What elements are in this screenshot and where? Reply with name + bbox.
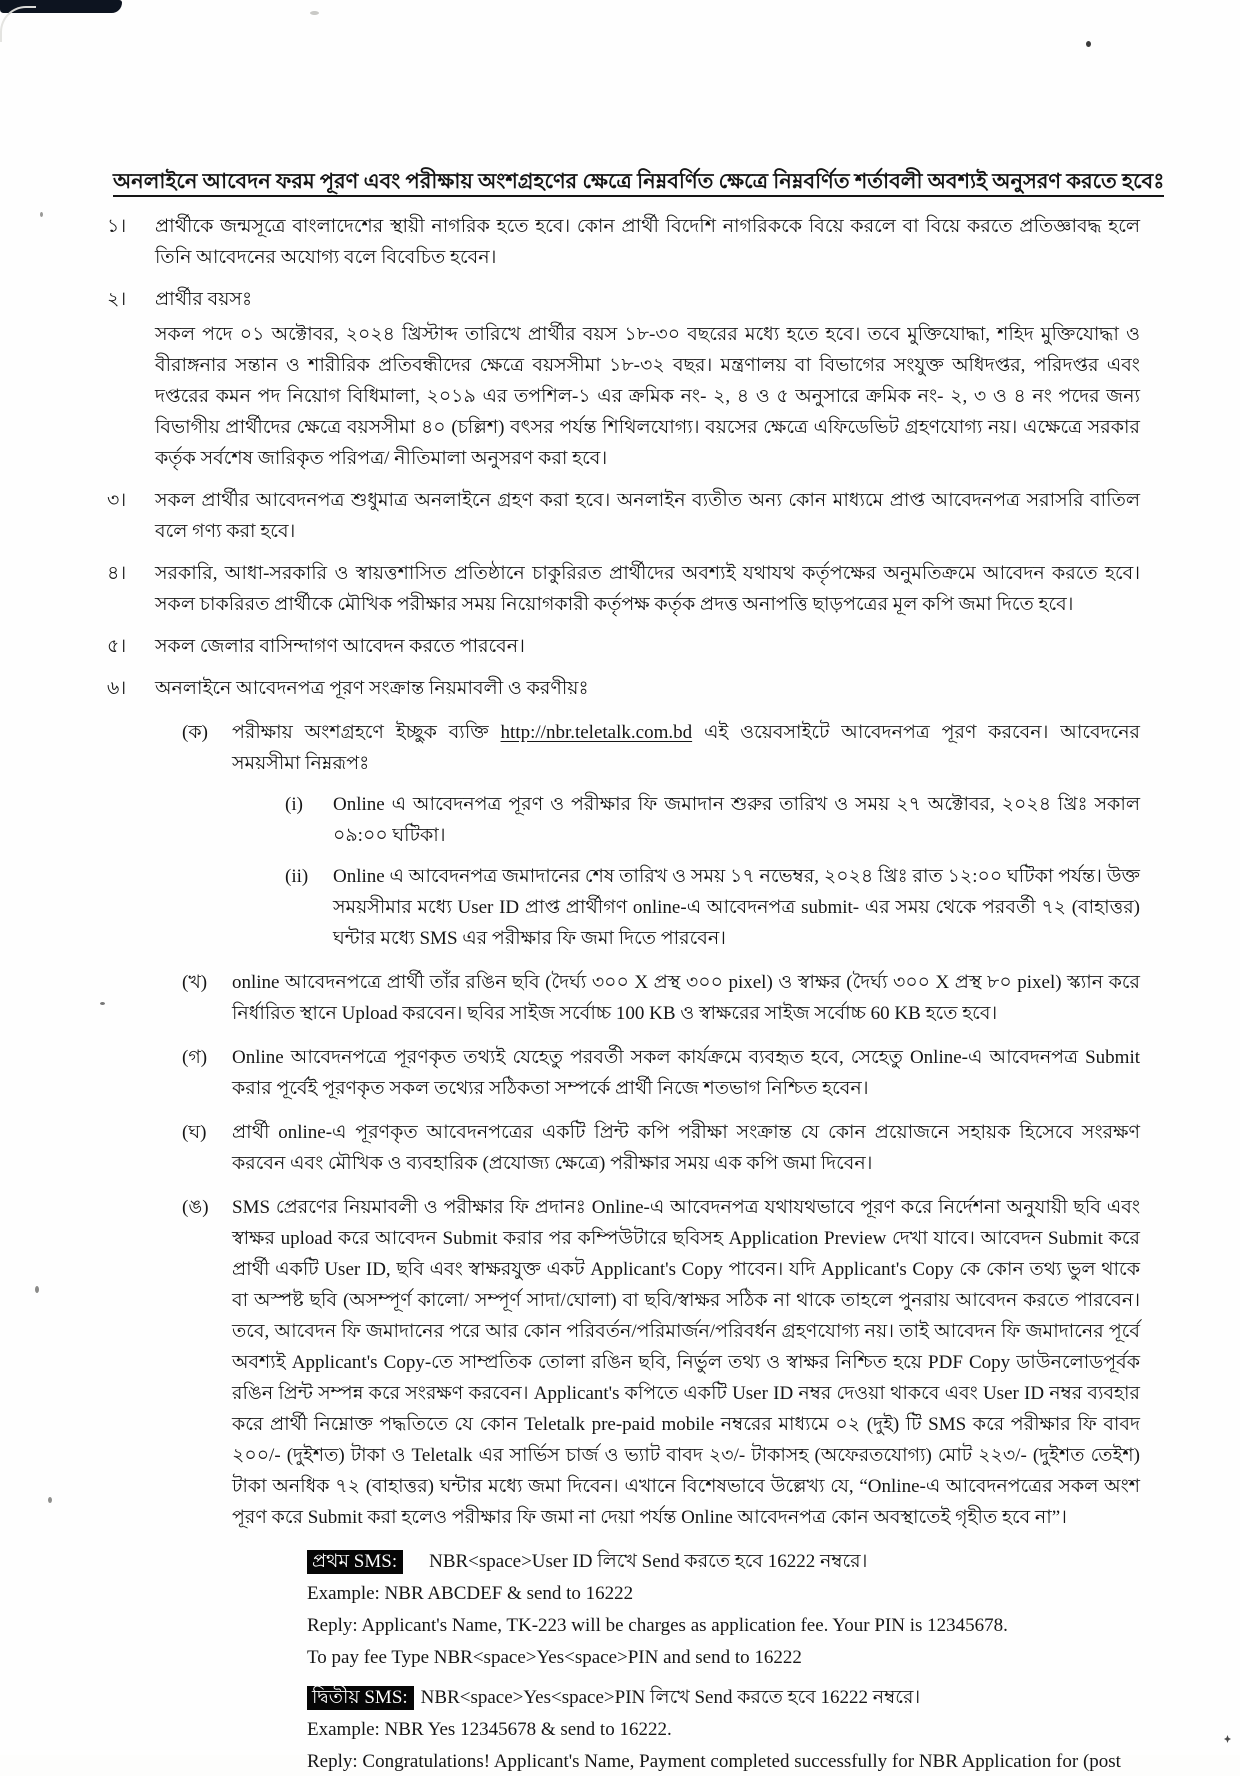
item-text: প্রার্থীকে জন্মসূত্রে বাংলাদেশের স্থায়ী নাগরিক হতে হবে। কোন প্রার্থী বিদেশি নাগরিককে বিয়ে করলে বা বিয়ে করতে প্রতিজ্ঞাবদ্ধ হলে তিনি আবেদনের অযোগ্য বলে বিবেচিত হবেন। (155, 216, 1140, 268)
sub-item-label: (ঙ) (182, 1197, 209, 1218)
application-url-link[interactable]: http://nbr.teletalk.com.bd (500, 722, 693, 743)
list-item-5 (107, 631, 1140, 662)
item-text: সকল জেলার বাসিন্দাগণ আবেদন করতে পারবেন। (155, 636, 525, 657)
document-heading (113, 166, 1165, 197)
list-item-6 (107, 673, 1140, 704)
second-sms-line (307, 1684, 1140, 1712)
second-sms-text: NBR<space>Yes<space>PIN লিখে Send করতে হবে 16222 নম্বরে। (420, 1687, 921, 1708)
item-title: প্রার্থীর বয়সঃ (155, 289, 253, 310)
first-sms-example: Example: NBR ABCDEF & send to 16222 (307, 1583, 634, 1604)
sub-item-text: Online আবেদনপত্রে পূরণকৃত তথ্যই যেহেতু পরবর্তী সকল কার্যক্রমে ব্যবহৃত হবে, সেহেতু Online-এ আবেদনপত্র Submit করার পূর্বেই পূরণকৃত সকল তথ্যের সঠিকতা সম্পর্কে প্রার্থী নিজে শতভাগ নিশ্চিত হবেন। (232, 1047, 1140, 1099)
scan-speck (100, 1002, 105, 1005)
item-number: ৬। (107, 678, 127, 699)
first-sms-reply: Reply: Applicant's Name, TK-223 will be charges as application fee. Your PIN is 12345678. (307, 1615, 1008, 1636)
roman-item-text: Online এ আবেদনপত্র পূরণ ও পরীক্ষার ফি জমাদান শুরুর তারিখ ও সময় ২৭ অক্টোবর, ২০২৪ খ্রিঃ সকাল ০৯:০০ ঘটিকা। (333, 794, 1140, 846)
first-sms-text: NBR<space>User ID লিখে Send করতে হবে 16222 নম্বরে। (429, 1551, 868, 1572)
roman-item-label: (i) (285, 794, 303, 815)
text-after-link: এই ওয়েবসাইটে আবেদনপত্র পূরণ করবেন। আবেদনের সময়সীমা নিম্নরূপঃ (232, 722, 1140, 774)
list-item-3 (107, 485, 1140, 547)
document-body (107, 166, 1165, 1776)
sub-item-label: (খ) (182, 972, 208, 993)
second-sms-example: Example: NBR Yes 12345678 & send to 16222. (307, 1719, 672, 1740)
list-item-1 (107, 211, 1140, 273)
item-paragraph: সকল পদে ০১ অক্টোবর, ২০২৪ খ্রিস্টাব্দ তারিখে প্রার্থীর বয়স ১৮-৩০ বছরের মধ্যে হতে হবে। তবে মুক্তিযোদ্ধা, শহিদ মুক্তিযোদ্ধা ও বীরাঙ্গনার সন্তান ও শারীরিক প্রতিবন্ধীদের ক্ষেত্রে বয়সসীমা ১৮-৩২ বছর। মন্ত্রণালয় বা বিভাগের সংযুক্ত অধিদপ্তর, পরিদপ্তর এবং দপ্তরের কমন পদ নিয়োগ বিধিমালা, ২০১৯ এর তপশিল-১ এর ক্রমিক নং- ২, ৪ ও ৫ অনুসারে ক্রমিক নং- ২, ৩ ও ৪ নং পদের জন্য বিভাগীয় প্রার্থীদের ক্ষেত্রে বয়সসীমা ৪০ (চল্লিশ) বৎসর পর্যন্ত শিথিলযোগ্য। বয়সের ক্ষেত্রে এফিডেভিট গ্রহণযোগ্য নয়। এক্ষেত্রে সরকার কর্তৃক সর্বশেষ জারিকৃত পরিপত্র/ নীতিমালা অনুসরণ করা হবে। (155, 324, 1140, 469)
item-number: ১। (107, 216, 127, 237)
item-number: ৩। (107, 490, 127, 511)
sub-item-text: online আবেদনপত্রে প্রার্থী তাঁর রঙিন ছবি (দৈর্ঘ্য ৩০০ X প্রস্থ ৩০০ pixel) ও স্বাক্ষর (দৈর্ঘ্য ৩০০ X প্রস্থ ৮০ pixel) স্ক্যান করে নির্ধারিত স্থানে Upload করবেন। ছবির সাইজ সর্বোচ্চ 100 KB ও স্বাক্ষরের সাইজ সর্বোচ্চ 60 KB হতে হবে। (232, 972, 1140, 1024)
scan-speck (48, 1497, 52, 1503)
text-before-link: পরীক্ষায় অংশগ্রহণে ইচ্ছুক ব্যক্তি (232, 722, 501, 743)
roman-item-ii (285, 861, 1140, 954)
item-body (155, 284, 1140, 474)
roman-item-text: Online এ আবেদনপত্র জমাদানের শেষ তারিখ ও সময় ১৭ নভেম্বর, ২০২৪ খ্রিঃ রাত ১২:০০ ঘটিকা পর্যন্ত। উক্ত সময়সীমার মধ্যে User ID প্রাপ্ত প্রার্থীগণ online-এ আবেদনপত্র submit- এর সময় থেকে পরবর্তী ৭২ (বাহাত্তর) ঘন্টার মধ্যে SMS এর পরীক্ষার ফি জমা দিতে পারবেন। (333, 866, 1140, 949)
scan-speck (1224, 1735, 1231, 1743)
second-sms-label: দ্বিতীয় SMS: (307, 1686, 414, 1710)
second-sms-reply: Reply: Congratulations! Applicant's Name, Payment completed successfully for NBR Application for (post (307, 1751, 1121, 1772)
heading-text: অনলাইনে আবেদন ফরম পূরণ এবং পরীক্ষায় অংশগ্রহণের ক্ষেত্রে নিম্নবর্ণিত ক্ষেত্রে নিম্নবর্ণিত শর্তাবলী অবশ্যই অনুসরণ করতে হবেঃ (113, 169, 1164, 197)
sub-item-ka (182, 717, 1140, 779)
sub-item-text: প্রার্থী online-এ পূরণকৃত আবেদনপত্রের একটি প্রিন্ট কপি পরীক্ষা সংক্রান্ত যে কোন প্রয়োজনে সহায়ক হিসেবে সংরক্ষণ করবেন এবং মৌখিক ও ব্যবহারিক (প্রযোজ্য ক্ষেত্রে) পরীক্ষার সময় এক কপি জমা দিবেন। (232, 1122, 1140, 1174)
item-number: ৪। (107, 563, 127, 584)
sub-item-label: (ক) (182, 722, 208, 743)
scan-speck (40, 212, 43, 217)
pay-fee-instruction: To pay fee Type NBR<space>Yes<space>PIN and send to 16222 (307, 1647, 802, 1668)
roman-item-list (285, 789, 1140, 954)
sms-instructions-block (307, 1548, 1140, 1776)
sub-item-gha (182, 1117, 1140, 1179)
item-number: ২। (107, 289, 127, 310)
item-text: অনলাইনে আবেদনপত্র পূরণ সংক্রান্ত নিয়মাবলী ও করণীয়ঃ (155, 678, 589, 699)
list-item-2 (107, 284, 1140, 474)
sub-item-text (232, 717, 1140, 779)
sub-item-uno (182, 1192, 1140, 1533)
sub-item-label: (গ) (182, 1047, 208, 1068)
first-sms-line (307, 1548, 1140, 1576)
sub-item-kha (182, 967, 1140, 1029)
scan-speck (35, 1286, 39, 1293)
item-number: ৫। (107, 636, 127, 657)
item-text: সরকারি, আধা-সরকারি ও স্বায়ত্তশাসিত প্রতিষ্ঠানে চাকুরিরত প্রার্থীদের অবশ্যই যথাযথ কর্তৃপক্ষের অনুমতিক্রমে আবেদন করতে হবে। সকল চাকরিরত প্রার্থীকে মৌখিক পরীক্ষার সময় নিয়োগকারী কর্তৃপক্ষ কর্তৃক প্রদত্ত অনাপত্তি ছাড়পত্রের মূল কপি জমা দিতে হবে। (155, 563, 1140, 615)
item-text: সকল প্রার্থীর আবেদনপত্র শুধুমাত্র অনলাইনে গ্রহণ করা হবে। অনলাইন ব্যতীত অন্য কোন মাধ্যমে প্রাপ্ত আবেদনপত্র সরাসরি বাতিল বলে গণ্য করা হবে। (155, 490, 1140, 542)
scan-speck (310, 11, 319, 15)
sub-item-ga (182, 1042, 1140, 1104)
roman-item-label: (ii) (285, 866, 309, 887)
first-sms-label: প্রথম SMS: (307, 1550, 403, 1574)
roman-item-i (285, 789, 1140, 851)
scan-speck (1086, 41, 1091, 47)
list-item-4 (107, 558, 1140, 620)
sub-item-text: SMS প্রেরণের নিয়মাবলী ও পরীক্ষার ফি প্রদানঃ Online-এ আবেদনপত্র যথাযথভাবে পূরণ করে নির্দেশনা অনুযায়ী ছবি এবং স্বাক্ষর upload করে আবেদন Submit করার পর কম্পিউটারে ছবিসহ Application Preview দেখা যাবে। আবেদন Submit করে প্রার্থী একটি User ID, ছবি এবং স্বাক্ষরযুক্ত একট Applicant's Copy পাবেন। যদি Applicant's Copy কে কোন তথ্য ভুল থাকে বা অস্পষ্ট ছবি (অসম্পূর্ণ কালো/ সম্পূর্ণ সাদা/ঘোলা) বা ছবি/স্বাক্ষর সঠিক না থাকে তাহলে পুনরায় আবেদন করতে পারবেন। তবে, আবেদন ফি জমাদানের পরে আর কোন পরিবর্তন/পরিমার্জন/পরিবর্ধন গ্রহণযোগ্য নয়। তাই আবেদন ফি জমাদানের পূর্বে অবশ্যই Applicant's Copy-তে সাম্প্রতিক তোলা রঙিন ছবি, নির্ভুল তথ্য ও স্বাক্ষর নিশ্চিত হয়ে PDF Copy ডাউনলোডপূর্বক রঙিন প্রিন্ট সম্পন্ন করে সংরক্ষণ করবেন। Applicant's কপিতে একটি User ID নম্বর দেওয়া থাকবে এবং User ID নম্বর ব্যবহার করে প্রার্থী নিম্নোক্ত পদ্ধতিতে যে কোন Teletalk pre-paid mobile নম্বরের মাধ্যমে ০২ (দুই) টি SMS করে পরীক্ষার ফি বাবদ ২০০/- (দুইশত) টাকা ও Teletalk এর সার্ভিস চার্জ ও ভ্যাট বাবদ ২৩/- টাকাসহ (অফেরতযোগ্য) মোট ২২৩/- (দুইশত তেইশ) টাকা অনধিক ৭২ (বাহাত্তর) ঘন্টার মধ্যে জমা দিবেন। এখানে বিশেষভাবে উল্লেখ্য যে, “Online-এ আবেদনপত্রের সকল অংশ পূরণ করে Submit করা হলেও পরীক্ষার ফি জমা না দেয়া পর্যন্ত Online আবেদনপত্র কোন অবস্থাতেই গৃহীত হবে না”। (232, 1197, 1140, 1528)
sub-item-label: (ঘ) (182, 1122, 207, 1143)
sub-item-list (182, 717, 1140, 1776)
